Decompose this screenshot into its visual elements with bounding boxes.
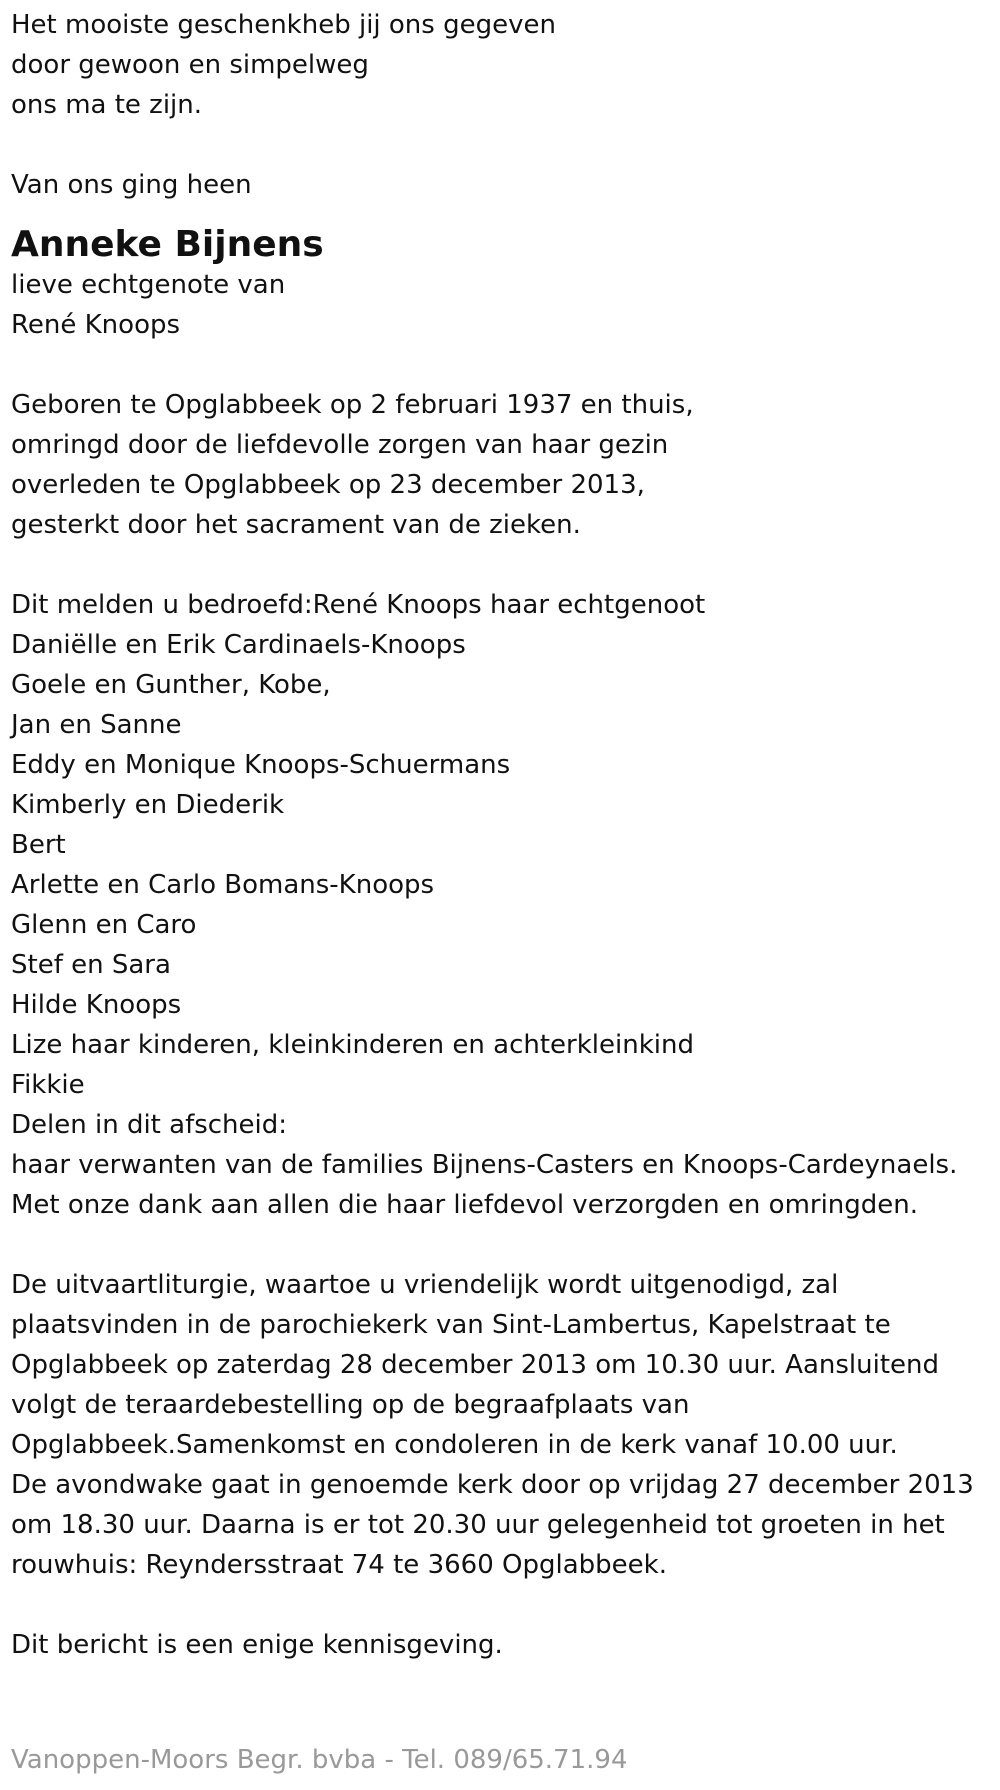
intro-line: ons ma te zijn. — [11, 90, 203, 120]
intro-poem — [11, 5, 991, 125]
funeral-line: De avondwake gaat in genoemde kerk door op vrijdag 27 december 2013 — [11, 1470, 974, 1500]
spouse-block — [11, 265, 991, 345]
intro-line: door gewoon en simpelweg — [11, 50, 369, 80]
funeral-home-footer: Vanoppen-Moors Begr. bvba - Tel. 089/65.71.94 — [11, 1745, 628, 1775]
family-list — [11, 585, 991, 1225]
family-line: Fikkie — [11, 1070, 85, 1100]
family-line: haar verwanten van de families Bijnens-Casters en Knoops-Cardeynaels. — [11, 1150, 958, 1180]
announcement: Van ons ging heen — [11, 170, 252, 200]
funeral-line: rouwhuis: Reyndersstraat 74 te 3660 Opglabbeek. — [11, 1550, 667, 1580]
obituary-notice — [11, 5, 991, 1665]
family-line: Goele en Gunther, Kobe, — [11, 670, 331, 700]
spacer — [11, 345, 991, 385]
funeral-line: volgt de teraardebestelling op de begraafplaats van — [11, 1390, 690, 1420]
funeral-line: Opglabbeek op zaterdag 28 december 2013 om 10.30 uur. Aansluitend — [11, 1350, 940, 1380]
intro-line: Het mooiste geschenkheb jij ons gegeven — [11, 10, 556, 40]
family-line: Hilde Knoops — [11, 990, 182, 1020]
notice-text: Dit bericht is een enige kennisgeving. — [11, 1630, 503, 1660]
family-line: Lize haar kinderen, kleinkinderen en achterkleinkind — [11, 1030, 694, 1060]
life-detail-line: overleden te Opglabbeek op 23 december 2013, — [11, 470, 645, 500]
family-line: Dit melden u bedroefd:René Knoops haar echtgenoot — [11, 590, 706, 620]
life-detail-line: Geboren te Opglabbeek op 2 februari 1937 en thuis, — [11, 390, 694, 420]
spouse-line: René Knoops — [11, 310, 181, 340]
family-line: Daniëlle en Erik Cardinaels-Knoops — [11, 630, 466, 660]
family-line: Glenn en Caro — [11, 910, 197, 940]
life-details — [11, 385, 991, 545]
family-line: Jan en Sanne — [11, 710, 182, 740]
family-line: Eddy en Monique Knoops-Schuermans — [11, 750, 511, 780]
deceased-name: Anneke Bijnens — [11, 224, 324, 265]
funeral-line: De uitvaartliturgie, waartoe u vriendelijk wordt uitgenodigd, zal — [11, 1270, 839, 1300]
family-line: Met onze dank aan allen die haar liefdevol verzorgden en omringden. — [11, 1190, 919, 1220]
spacer — [11, 125, 991, 165]
funeral-details — [11, 1265, 991, 1585]
family-line: Delen in dit afscheid: — [11, 1110, 288, 1140]
family-line: Kimberly en Diederik — [11, 790, 285, 820]
family-line: Bert — [11, 830, 66, 860]
spacer — [11, 1225, 991, 1265]
spacer — [11, 1585, 991, 1625]
life-detail-line: gesterkt door het sacrament van de zieken. — [11, 510, 581, 540]
family-line: Arlette en Carlo Bomans-Knoops — [11, 870, 435, 900]
family-line: Stef en Sara — [11, 950, 171, 980]
funeral-line: plaatsvinden in de parochiekerk van Sint-Lambertus, Kapelstraat te — [11, 1310, 891, 1340]
funeral-line: Opglabbeek.Samenkomst en condoleren in de kerk vanaf 10.00 uur. — [11, 1430, 898, 1460]
spouse-line: lieve echtgenote van — [11, 270, 286, 300]
life-detail-line: omringd door de liefdevolle zorgen van haar gezin — [11, 430, 669, 460]
spacer — [11, 545, 991, 585]
funeral-line: om 18.30 uur. Daarna is er tot 20.30 uur gelegenheid tot groeten in het — [11, 1510, 945, 1540]
